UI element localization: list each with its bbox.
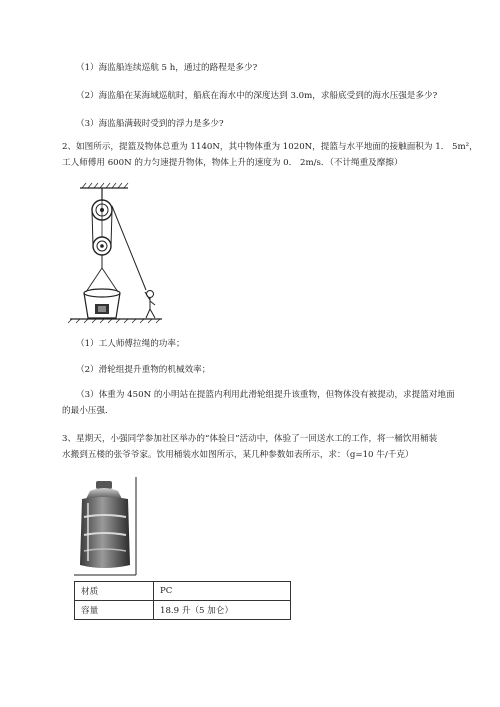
- q1-sub2: （2）海监船在某海域巡航时，船底在海水中的深度达到 3.0m，求船底受到的海水压强是多少?: [76, 91, 438, 101]
- table-cell-value: 18.9 升（5 加仑）: [154, 601, 291, 620]
- q1-sub3: （3）海监船满载时受到的浮力是多少?: [76, 119, 224, 129]
- q2-sub3-line2: 的最小压强．: [62, 406, 114, 416]
- q2-stem-line2: 工人师傅用 600N 的力匀速提升物体，物体上升的速度为 0． 2m/s．（不计绳重及摩擦）: [62, 158, 403, 168]
- water-bucket-image: [74, 477, 138, 577]
- pulley-system-figure: [66, 182, 166, 324]
- q2-stem-line1: 2、如图所示，提篮及物体总重为 1140N，其中物体重为 1020N，提篮与水平地面的接触面积为 1． 5m²，: [62, 142, 478, 152]
- parameter-table: [74, 581, 291, 620]
- table-cell-key: 容量: [75, 601, 154, 620]
- table-row: [75, 582, 291, 601]
- q2-sub1: （1）工人师傅拉绳的功率；: [76, 339, 185, 349]
- q1-sub1: （1）海监船连续巡航 5 h，通过的路程是多少?: [76, 63, 258, 73]
- q2-sub2: （2）滑轮组提升重物的机械效率；: [76, 365, 211, 375]
- q2-sub3-line1: （3）体重为 450N 的小明站在提篮内利用此滑轮组提升该重物，但物体没有被提动，求提篮对地面: [76, 390, 455, 400]
- table-cell-value: PC: [154, 582, 291, 601]
- table-row: [75, 601, 291, 620]
- q3-stem-line2: 水搬到五楼的张爷爷家。饮用桶装水如图所示，某几种参数如表所示，求：（g=10 牛/千克）: [62, 450, 414, 460]
- q3-stem-line1: 3、星期天，小强同学参加社区举办的“体验日”活动中，体验了一回送水工的工作，将一桶饮用桶装: [62, 434, 438, 444]
- table-cell-key: 材质: [75, 582, 154, 601]
